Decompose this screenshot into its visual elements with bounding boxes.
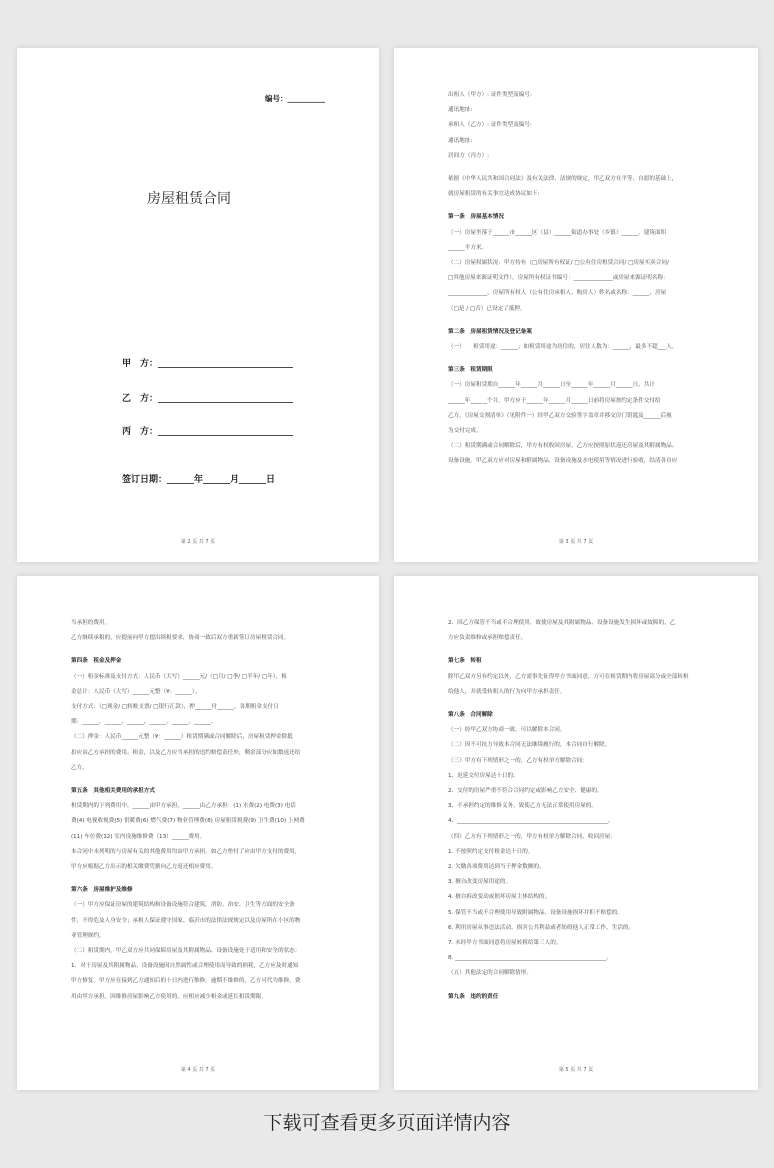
- text-line: （三）甲方有下列情形之一的，乙方有权单方解除合同：: [448, 757, 588, 764]
- section-heading: 第七条 转租: [448, 658, 482, 665]
- text-line: 本合同中未列明的与房屋有关的其他费用均由甲方承担。如乙方垫付了应由甲方支付的费用，: [71, 848, 301, 855]
- text-line: （一）房屋坐落于______市______区（县）______街道办事处（乡镇）______，建筑面积: [448, 229, 667, 236]
- text-line: 1、对于房屋及其附属物品、设备设施因自然属性或合理使用而导致的损耗，乙方应及时通知: [71, 963, 299, 970]
- text-line: 甲方应根据乙方出示的相关缴费凭据向乙方返还相应费用。: [71, 864, 217, 871]
- text-line: 3. 擅自改变房屋用途的。: [448, 879, 512, 886]
- text-line: ______________，房屋所有权人（公有住房承租人、购房人）姓名或名称：______，房屋: [448, 290, 667, 297]
- text-line: (11) 车位费(12) 室内设施维修费（13）______费用。: [71, 833, 206, 840]
- page-footer: 第 2 页 共 7 页: [180, 539, 216, 545]
- text-line: 给他人，并就受转租人的行为向甲方承担责任。: [448, 688, 566, 695]
- text-line: 1. 不按照约定支付租金达十日的。: [448, 848, 534, 855]
- contract-page-4: [17, 576, 379, 1090]
- section-heading: 第二条 房屋租赁情况及登记备案: [448, 328, 532, 335]
- text-line: （一）经甲乙双方协商一致，可以解除本合同。: [448, 727, 566, 734]
- section-heading: 第八条 合同解除: [448, 712, 493, 719]
- text-line: 2. 欠缴各项费用达到当于押金数额的。: [448, 864, 545, 871]
- text-line: 扣应由乙方承担的费用、租金，以及乙方应当承担的违约赔偿责任外，剩余部分应如数返还给: [71, 749, 301, 756]
- section-heading: 第三条 租赁期限: [448, 367, 493, 374]
- text-line: 设备设施。甲乙双方应对房屋和附属物品、设备设施及水电使用等情况进行验收，结清各自应: [448, 458, 678, 465]
- page-body: [71, 616, 349, 1005]
- section-heading: 第九条 违约的责任: [448, 993, 499, 1000]
- text-line: 2、交付的房屋严重不符合合同约定或影响乙方安全、健康的。: [448, 788, 603, 795]
- text-line: （一）房屋租赁期自______年______月______日至______年______月______日，共计: [448, 382, 655, 389]
- page-title: 房屋租赁合同: [147, 191, 231, 207]
- text-line: （二）租赁期内，甲乙双方应共同保障房屋及其附属物品、设备设施处于适用和安全的状态：: [71, 948, 301, 955]
- text-line: 乙方。: [71, 764, 88, 771]
- text-line: 租赁期内的下列费用中，______由甲方承担，______由乙方承担：(1) 水费(2) 电费(3) 电话: [71, 803, 296, 810]
- party-a-line: 甲 方：______________________________: [122, 359, 294, 369]
- text-line: 就房屋租赁的有关事宜达成协议如下:: [448, 191, 540, 198]
- page-footer: 第 3 页 共 7 页: [558, 539, 594, 545]
- page-footer: 第 4 页 共 7 页: [180, 1067, 216, 1073]
- page-body: [448, 616, 728, 1005]
- text-line: 为交付完成。: [448, 428, 482, 435]
- cover-page: [17, 48, 379, 562]
- text-line: 期：______，______，______，______，______，______。: [71, 719, 217, 726]
- text-line: 方应负责维修或承担赔偿责任。: [448, 635, 527, 642]
- text-line: ______年______个月。甲方应于______年______月______日前将房屋按约定条件交付给: [448, 397, 661, 404]
- text-line: 7. 未经甲方书面同意将房屋转租给第三人的。: [448, 940, 562, 947]
- section-heading: 第五条 其他相关费用的承担方式: [71, 788, 155, 795]
- text-line: 通讯地址:: [448, 107, 473, 114]
- text-line: （一）甲方应保证房屋的建筑结构和设备设施符合建筑、消防、治安、卫生等方面的安全条: [71, 902, 295, 909]
- contract-page-3: [394, 48, 758, 562]
- text-line: 5. 保管不当或不合理使用导致附属物品、设备设施损坏并拒不赔偿的。: [448, 909, 623, 916]
- text-line: 乙方。《房屋交割清单》（见附件一）经甲乙双方交验签字盖章并移交房门钥匙及______后视: [448, 412, 672, 419]
- text-line: 6. 利用房屋从事违法活动、损害公共利益或者妨碍他人正常工作、生活的。: [448, 924, 635, 931]
- text-line: （二）押金：人民币______元整（¥：______）租赁期满或合同解除后，房屋租赁押金除抵: [71, 734, 293, 741]
- text-line: 4. 擅自拆改变动或损坏房屋主体结构的。: [448, 894, 551, 901]
- sign-date-line: 签订日期：______年______月______日: [122, 475, 276, 485]
- section-heading: 第六条 房屋维护及维修: [71, 887, 133, 894]
- text-line: 费(4) 电视收视费(5) 供暖费(6) 燃气费(7) 物业管理费(8) 房屋租赁税费(9) 卫生费(10) 上网费: [71, 818, 305, 825]
- download-caption: 下载可查看更多页面详情内容: [263, 1112, 511, 1134]
- text-line: 除甲乙双方另有约定以外，乙方需事先征得甲方书面同意，方可在租赁期内将房屋部分或全部转租: [448, 673, 689, 680]
- party-c-line: 丙 方：______________________________: [122, 427, 294, 437]
- text-line: 4、______________________________________________________。: [448, 818, 614, 825]
- text-line: 业管理规约。: [71, 932, 105, 939]
- text-line: 甲方修复。甲方应在接到乙方通知后的十日内进行维修。逾期不维修的，乙方可代为维修，费: [71, 978, 301, 985]
- page-body: [448, 88, 728, 470]
- text-line: 通讯地址:: [448, 137, 473, 144]
- section-heading: 第四条 租金及押金: [71, 658, 122, 665]
- document-number: 编号：__________: [265, 94, 325, 103]
- text-line: 居间方（丙方）:: [448, 152, 490, 159]
- text-line: □其他房屋来源证明文件），房屋所有权证书编号：______________或房屋来源证明名称：: [448, 275, 669, 282]
- text-line: 8. ______________________________________________________。: [448, 955, 612, 962]
- text-line: （二）房屋权属状况：甲方持有（□房屋所有权证/ □公有住房租赁合同/ □房屋买卖合同/: [448, 260, 669, 267]
- text-line: （一）租金标准及支付方式：人民币（大写）______元/（□月/ □季/ □半年/ □年），租: [71, 673, 287, 680]
- text-line: （二）因不可抗力导致本合同无法继续履行的，本合同自行解除。: [448, 742, 611, 749]
- text-line: 3、不承担约定的维修义务，致使乙方无法正常使用房屋的。: [448, 803, 597, 810]
- text-line: 1、迟延交付房屋达十日的。: [448, 772, 519, 779]
- text-line: （□是 / □否）已设定了抵押。: [448, 305, 526, 312]
- text-line: （四）乙方有下列情形之一的，甲方有权单方解除合同，收回房屋：: [448, 833, 616, 840]
- text-line: 承租人（乙方）: 证件类型及编号:: [448, 122, 532, 129]
- text-line: ______平方米。: [448, 244, 488, 251]
- section-heading: 第一条 房屋基本情况: [448, 214, 504, 221]
- text-line: 金总计：人民币（大写）______元整（¥：______）。: [71, 688, 201, 695]
- page-footer: 第 5 页 共 7 页: [558, 1067, 594, 1073]
- contract-page-5: [394, 576, 758, 1090]
- text-line: 用由甲方承担。因维修房屋影响乙方使用的，应相应减少租金或延长租赁期限。: [71, 993, 267, 1000]
- text-line: 件，不得危及人身安全；承租人保证遵守国家、临沂市的法律法规规定以及房屋所在小区的物: [71, 917, 301, 924]
- text-line: （五）其他法定的合同解除情形。: [448, 970, 532, 977]
- party-b-line: 乙 方：______________________________: [122, 394, 294, 404]
- text-line: 当承担的费用。: [71, 620, 111, 626]
- text-line: 2、因乙方保管不当或不合理使用，致使房屋及其附属物品、设备设施发生损坏或故障的，乙: [448, 620, 676, 626]
- text-line: [448, 164, 728, 172]
- text-line: 出租人（甲方）: 证件类型及编号:: [448, 92, 532, 98]
- text-line: 支付方式：（□现金/ □转账支票/ □银行汇款），押______付______，各期租金支付日: [71, 704, 279, 711]
- text-line: 依据《中华人民共和国合同法》及有关法律、法规的规定，甲乙双方在平等、自愿的基础上，: [448, 176, 678, 183]
- text-line: 乙方继续承租的，应提前向甲方提出续租要求，协商一致后双方重新签订房屋租赁合同。: [71, 635, 290, 642]
- text-line: （一） 租赁用途：______；如租赁用途为居住的，居住人数为：______，最多不超___人。: [448, 344, 678, 351]
- text-line: （二）租赁期满或合同解除后，甲方有权收回房屋，乙方应按照原状返还房屋及其附属物品、: [448, 443, 678, 450]
